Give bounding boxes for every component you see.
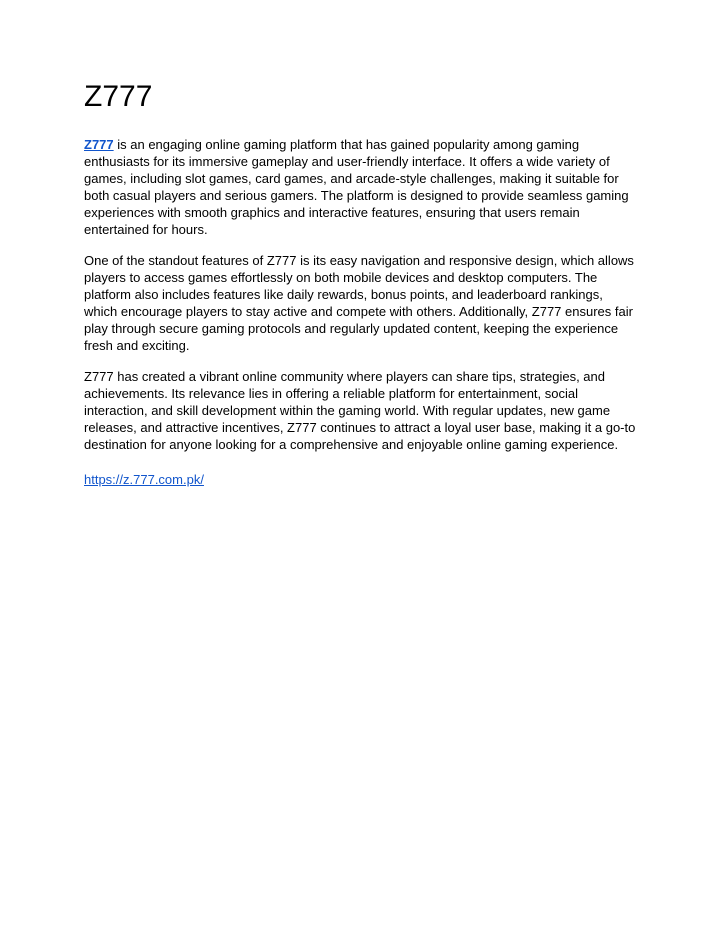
z777-inline-link[interactable]: Z777 — [84, 137, 114, 152]
website-url-link[interactable]: https://z.777.com.pk/ — [84, 472, 204, 487]
paragraph-intro — [84, 136, 636, 238]
paragraph-community: Z777 has created a vibrant online community where players can share tips, strategies, and achievements. Its relevance lies in offering a reliable platform for entertainment, social interaction, and skill development within the gaming world. With regular updates, new game releases, and attractive incentives, Z777 continues to attract a loyal user base, making it a go-to destination for anyone looking for a comprehensive and enjoyable online gaming experience. — [84, 369, 636, 452]
paragraph-intro-text: is an engaging online gaming platform that has gained popularity among gaming enthusiasts for its immersive gameplay and user-friendly interface. It offers a wide variety of games, including slot games, card games, and arcade-style challenges, making it suitable for both casual players and serious gamers. The platform is designed to provide seamless gaming experiences with smooth graphics and interactive features, ensuring that users remain entertained for hours. — [84, 137, 629, 237]
url-paragraph — [84, 471, 636, 488]
document-title: Z777 — [84, 80, 153, 113]
paragraph-features: One of the standout features of Z777 is its easy navigation and responsive design, which allows players to access games effortlessly on both mobile devices and desktop computers. The platform also includes features like daily rewards, bonus points, and leaderboard rankings, which encourage players to stay active and compete with others. Additionally, Z777 ensures fair play through secure gaming protocols and regularly updated content, keeping the experience fresh and exciting. — [84, 253, 634, 353]
